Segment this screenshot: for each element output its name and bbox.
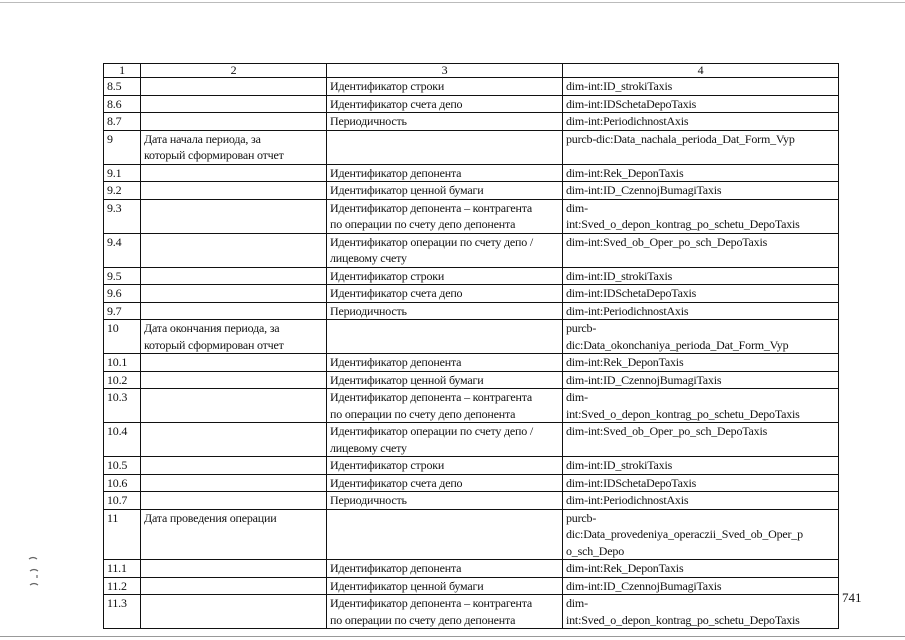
indicator-name-cell — [141, 423, 327, 457]
indicator-name-cell — [141, 389, 327, 423]
taxonomy-element-cell: dim- int:Sved_o_depon_kontrag_po_schetu_DepoTaxis — [563, 199, 839, 233]
row-number-cell: 9.4 — [104, 233, 141, 267]
table-row — [104, 492, 839, 510]
dimension-name-cell: Идентификатор депонента — [327, 164, 563, 182]
taxonomy-element-cell: dim-int:PeriodichnostAxis — [563, 302, 839, 320]
indicator-name-cell — [141, 492, 327, 510]
indicator-name-cell — [141, 285, 327, 303]
taxonomy-element-cell: dim-int:ID_CzennojBumagiTaxis — [563, 182, 839, 200]
taxonomy-element-cell: dim- int:Sved_o_depon_kontrag_po_schetu_DepoTaxis — [563, 389, 839, 423]
table-row — [104, 320, 839, 354]
dimension-name-cell: Идентификатор ценной бумаги — [327, 371, 563, 389]
indicator-name-cell — [141, 577, 327, 595]
table-row — [104, 509, 839, 560]
taxonomy-element-cell: dim-int:Rek_DeponTaxis — [563, 164, 839, 182]
scan-bottom-edge — [0, 636, 905, 637]
dimension-name-cell: Идентификатор депонента — [327, 354, 563, 372]
row-number-cell: 9.1 — [104, 164, 141, 182]
indicator-name-cell — [141, 78, 327, 96]
row-number-cell: 10.6 — [104, 474, 141, 492]
row-number-cell: 10.1 — [104, 354, 141, 372]
table-row — [104, 267, 839, 285]
indicator-name-cell: Дата начала периода, за который сформирован отчет — [141, 130, 327, 164]
indicator-name-cell — [141, 164, 327, 182]
page-number: 741 — [842, 590, 862, 605]
dimension-name-cell: Идентификатор счета депо — [327, 474, 563, 492]
row-number-cell: 10.3 — [104, 389, 141, 423]
indicator-name-cell — [141, 233, 327, 267]
row-number-cell: 10.7 — [104, 492, 141, 510]
taxonomy-element-cell: dim-int:PeriodichnostAxis — [563, 113, 839, 131]
indicator-name-cell — [141, 474, 327, 492]
table-row — [104, 423, 839, 457]
taxonomy-element-cell: dim-int:Rek_DeponTaxis — [563, 354, 839, 372]
row-number-cell: 10 — [104, 320, 141, 354]
row-number-cell: 9.3 — [104, 199, 141, 233]
table-row — [104, 78, 839, 96]
row-number-cell: 11.2 — [104, 577, 141, 595]
dimension-name-cell: Идентификатор строки — [327, 267, 563, 285]
dimension-name-cell: Периодичность — [327, 302, 563, 320]
row-number-cell: 9.7 — [104, 302, 141, 320]
taxonomy-element-cell: dim-int:ID_strokiTaxis — [563, 457, 839, 475]
taxonomy-element-cell: dim-int:IDSchetaDepoTaxis — [563, 474, 839, 492]
table-row — [104, 285, 839, 303]
dimension-name-cell — [327, 320, 563, 354]
dimension-name-cell — [327, 130, 563, 164]
row-number-cell: 9.2 — [104, 182, 141, 200]
dimension-name-cell: Идентификатор ценной бумаги — [327, 182, 563, 200]
indicator-name-cell: Дата окончания периода, за который сформирован отчет — [141, 320, 327, 354]
taxonomy-element-cell: purcb- dic:Data_provedeniya_operaczii_Sved_ob_Oper_p o_sch_Depo — [563, 509, 839, 560]
row-number-cell: 11.3 — [104, 595, 141, 629]
header-cell: 2 — [141, 64, 327, 78]
row-number-cell: 11.1 — [104, 560, 141, 578]
indicator-name-cell — [141, 457, 327, 475]
indicator-name-cell — [141, 95, 327, 113]
taxonomy-table — [103, 63, 839, 629]
row-number-cell: 10.5 — [104, 457, 141, 475]
indicator-name-cell — [141, 595, 327, 629]
indicator-name-cell — [141, 560, 327, 578]
table-row — [104, 164, 839, 182]
taxonomy-element-cell: dim-int:ID_CzennojBumagiTaxis — [563, 371, 839, 389]
dimension-name-cell: Идентификатор депонента – контрагента по операции по счету депо депонента — [327, 199, 563, 233]
table-row — [104, 130, 839, 164]
table-row — [104, 560, 839, 578]
table-row — [104, 302, 839, 320]
row-number-cell: 9.6 — [104, 285, 141, 303]
taxonomy-element-cell: dim-int:Sved_ob_Oper_po_sch_DepoTaxis — [563, 233, 839, 267]
table-row — [104, 354, 839, 372]
dimension-name-cell: Периодичность — [327, 492, 563, 510]
row-number-cell: 9 — [104, 130, 141, 164]
table-row — [104, 474, 839, 492]
dimension-name-cell: Идентификатор операции по счету депо / лицевому счету — [327, 423, 563, 457]
dimension-name-cell: Идентификатор депонента — [327, 560, 563, 578]
header-cell: 3 — [327, 64, 563, 78]
table-header-row — [104, 64, 839, 78]
indicator-name-cell — [141, 182, 327, 200]
taxonomy-element-cell: dim-int:IDSchetaDepoTaxis — [563, 95, 839, 113]
dimension-name-cell: Идентификатор депонента – контрагента по операции по счету депо депонента — [327, 595, 563, 629]
dimension-name-cell: Идентификатор счета депо — [327, 95, 563, 113]
dimension-name-cell: Идентификатор строки — [327, 457, 563, 475]
table-row — [104, 389, 839, 423]
indicator-name-cell — [141, 267, 327, 285]
table-row — [104, 182, 839, 200]
row-number-cell: 9.5 — [104, 267, 141, 285]
dimension-name-cell: Идентификатор счета депо — [327, 285, 563, 303]
indicator-name-cell — [141, 302, 327, 320]
dimension-name-cell: Идентификатор ценной бумаги — [327, 577, 563, 595]
indicator-name-cell — [141, 199, 327, 233]
row-number-cell: 10.2 — [104, 371, 141, 389]
indicator-name-cell — [141, 371, 327, 389]
indicator-name-cell — [141, 354, 327, 372]
dimension-name-cell: Периодичность — [327, 113, 563, 131]
table-row — [104, 233, 839, 267]
taxonomy-element-cell: dim-int:Sved_ob_Oper_po_sch_DepoTaxis — [563, 423, 839, 457]
dimension-name-cell — [327, 509, 563, 560]
header-cell: 1 — [104, 64, 141, 78]
table-row — [104, 199, 839, 233]
taxonomy-element-cell: dim-int:Rek_DeponTaxis — [563, 560, 839, 578]
row-number-cell: 10.4 — [104, 423, 141, 457]
taxonomy-element-cell: dim-int:ID_CzennojBumagiTaxis — [563, 577, 839, 595]
scan-margin-marks — [26, 555, 42, 595]
table-row — [104, 595, 839, 629]
taxonomy-element-cell: dim-int:PeriodichnostAxis — [563, 492, 839, 510]
table-row — [104, 577, 839, 595]
table-row — [104, 457, 839, 475]
row-number-cell: 8.7 — [104, 113, 141, 131]
indicator-name-cell — [141, 113, 327, 131]
scan-top-edge — [0, 2, 905, 3]
taxonomy-element-cell: dim-int:ID_strokiTaxis — [563, 78, 839, 96]
taxonomy-element-cell: purcb- dic:Data_okonchaniya_perioda_Dat_Form_Vyp — [563, 320, 839, 354]
row-number-cell: 11 — [104, 509, 141, 560]
row-number-cell: 8.5 — [104, 78, 141, 96]
table-row — [104, 95, 839, 113]
table-row — [104, 371, 839, 389]
table-row — [104, 113, 839, 131]
taxonomy-element-cell: dim-int:IDSchetaDepoTaxis — [563, 285, 839, 303]
taxonomy-element-cell: dim- int:Sved_o_depon_kontrag_po_schetu_DepoTaxis — [563, 595, 839, 629]
taxonomy-element-cell: dim-int:ID_strokiTaxis — [563, 267, 839, 285]
header-cell: 4 — [563, 64, 839, 78]
dimension-name-cell: Идентификатор депонента – контрагента по операции по счету депо депонента — [327, 389, 563, 423]
dimension-name-cell: Идентификатор операции по счету депо / лицевому счету — [327, 233, 563, 267]
indicator-name-cell: Дата проведения операции — [141, 509, 327, 560]
row-number-cell: 8.6 — [104, 95, 141, 113]
taxonomy-element-cell: purcb-dic:Data_nachala_perioda_Dat_Form_Vyp — [563, 130, 839, 164]
dimension-name-cell: Идентификатор строки — [327, 78, 563, 96]
